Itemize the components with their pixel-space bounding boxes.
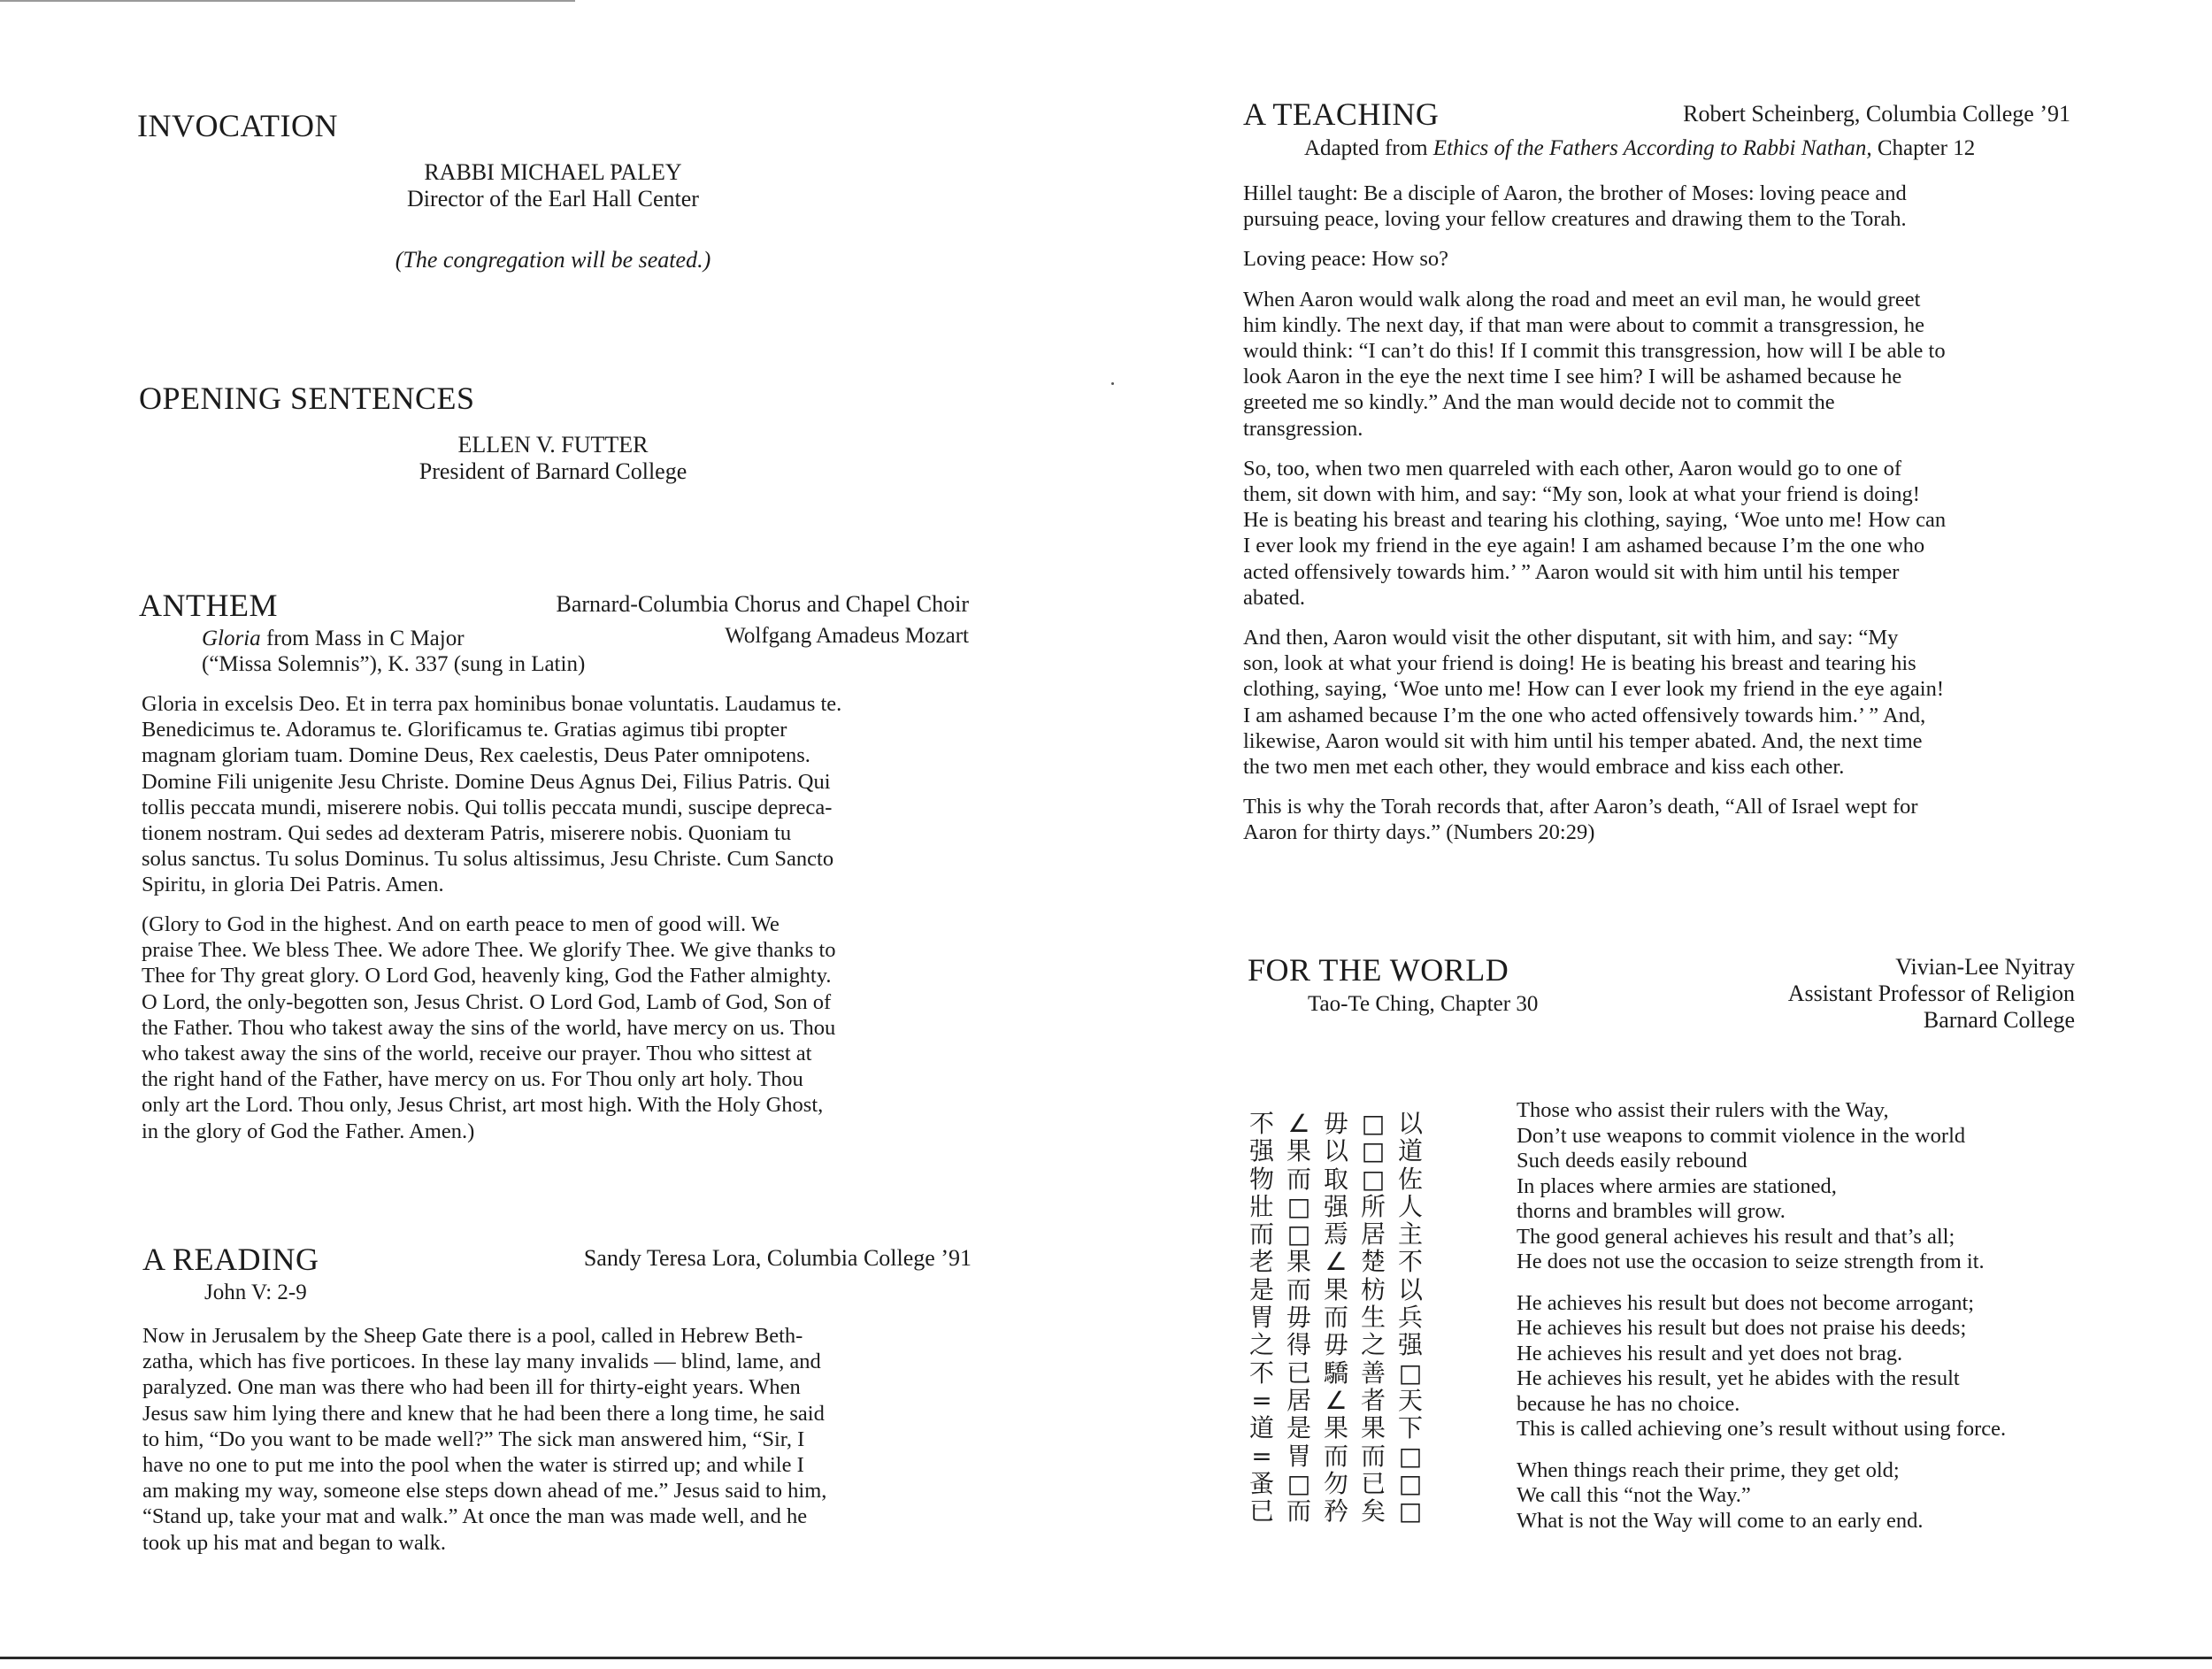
teaching-heading: A TEACHING [1243, 96, 1440, 132]
text-line: him kindly. The next day, if that man were about to commit a transgression, he [1243, 312, 1924, 337]
chinese-character: 佐 [1397, 1164, 1423, 1194]
text-line: clothing, saying, ‘Woe unto me! How can I ever look my friend in the eye again! [1243, 677, 1944, 702]
chinese-character: 兵 [1397, 1303, 1423, 1333]
text-line: in the glory of God the Father. Amen.) [142, 1119, 475, 1143]
chinese-character: 物 [1248, 1164, 1274, 1194]
chinese-character: 下 [1397, 1413, 1423, 1443]
poem-line: In places where armies are stationed, [1517, 1173, 1837, 1198]
poem-line: He achieves his result but does not become arrogant; [1517, 1290, 1975, 1315]
text-line: zatha, which has five porticoes. In these lay many invalids — blind, lame, and [142, 1350, 821, 1374]
chinese-character: 矣 [1360, 1496, 1386, 1527]
chinese-character: 勿 [1323, 1468, 1348, 1498]
text-line: them, sit down with him, and say: “My son, look at what your friend is doing! [1243, 482, 1920, 507]
scan-edge-line [0, 0, 575, 2]
poem-line: He does not use the occasion to seize strength from it. [1517, 1250, 1985, 1273]
chinese-character: 而 [1323, 1303, 1348, 1333]
chinese-character: 果 [1286, 1247, 1311, 1277]
chinese-character: 而 [1360, 1441, 1386, 1471]
chinese-character: = [1251, 1385, 1272, 1415]
anthem-composer: Wolfgang Amadeus Mozart [725, 624, 969, 648]
invocation-heading: INVOCATION [137, 108, 338, 143]
chinese-character: 而 [1248, 1219, 1274, 1250]
chinese-character: 矜 [1323, 1496, 1348, 1527]
teaching-text [1243, 181, 1946, 860]
chinese-character: □ [1286, 1191, 1311, 1221]
teaching-source [1304, 135, 1975, 162]
poem-line: When things reach their prime, they get old; [1517, 1457, 1900, 1482]
text-line: pursuing peace, loving your fellow creatures and drawing them to the Torah. [1243, 207, 1907, 232]
chinese-character: 不 [1397, 1247, 1423, 1277]
teaching-reader: Robert Scheinberg, Columbia College ’91 [1683, 101, 2070, 127]
chinese-character: 以 [1323, 1136, 1348, 1166]
text-line: am making my way, someone else steps down ahead of me.” Jesus said to him, [142, 1479, 827, 1504]
chinese-character: □ [1361, 1109, 1386, 1138]
chinese-character: ∠ [1325, 1385, 1348, 1415]
chinese-column [1280, 1110, 1317, 1525]
paragraph [1243, 181, 1946, 232]
anthem-work-title-rest: from Mass in C Major [260, 627, 465, 650]
chinese-character: 强 [1248, 1136, 1274, 1166]
chinese-character: □ [1286, 1468, 1311, 1498]
paragraph [1243, 456, 1946, 611]
teaching-source-suffix: Chapter 12 [1871, 136, 1976, 160]
text-line: This is why the Torah records that, after Aaron’s death, “All of Israel wept for [1243, 795, 1918, 819]
chinese-character: 居 [1286, 1385, 1311, 1415]
chinese-character: 是 [1286, 1413, 1311, 1443]
scan-speck [1111, 382, 1114, 385]
poem-line: thorns and brambles will grow. [1517, 1199, 1786, 1223]
text-line: have no one to put me into the pool when the water is stirred up; and while I [142, 1453, 804, 1478]
reader-line: Vivian-Lee Nyitray [1895, 954, 2075, 980]
chinese-character: 而 [1286, 1496, 1311, 1527]
text-line: the right hand of the Father, have mercy on us. For Thou only art holy. Thou [142, 1067, 803, 1092]
text-line: would think: “I can’t do this! If I commit this transgression, how will I be able to [1243, 339, 1946, 364]
text-line: “Stand up, take your mat and walk.” At once the man was made well, and he [142, 1504, 808, 1529]
poem-line: We call this “not the Way.” [1517, 1483, 1751, 1507]
text-line: He is beating his breast and tearing his clothing, saying, ‘Woe unto me! How can [1243, 508, 1947, 533]
chinese-character: □ [1398, 1496, 1423, 1527]
reading-text [142, 1323, 826, 1556]
for-the-world-reader [1681, 954, 2075, 1034]
chinese-character: 果 [1323, 1274, 1348, 1304]
reading-citation: John V: 2-9 [204, 1281, 307, 1304]
chinese-character: 强 [1397, 1330, 1423, 1360]
chinese-character: □ [1286, 1219, 1311, 1250]
chinese-character: ∠ [1325, 1247, 1348, 1277]
text-line: paralyzed. One man was there who had been ill for thirty-eight years. When [142, 1375, 801, 1400]
chinese-character: 主 [1397, 1219, 1423, 1250]
text-line: magnam gloriam tuam. Domine Deus, Rex caelestis, Deus Pater omnipotens. [142, 743, 810, 768]
paragraph [1243, 287, 1946, 442]
chinese-character: 果 [1323, 1413, 1348, 1443]
anthem-heading: ANTHEM [139, 588, 278, 623]
chinese-character: 胃 [1248, 1303, 1274, 1333]
text-line: tollis peccata mundi, miserere nobis. Qui tollis peccata mundi, suscipe depreca- [142, 795, 833, 819]
text-line: Gloria in excelsis Deo. Et in terra pax hominibus bonae voluntatis. Laudamus te. [142, 692, 842, 716]
chinese-character: 而 [1323, 1441, 1348, 1471]
text-line: only art the Lord. Thou only, Jesus Christ, art most high. With the Holy Ghost, [142, 1093, 824, 1118]
opening-sentences-speaker-name: ELLEN V. FUTTER [457, 432, 649, 458]
chinese-character: 胃 [1286, 1441, 1311, 1471]
text-line: abated. [1243, 585, 1306, 610]
chinese-character: 道 [1248, 1413, 1274, 1443]
poem-line: Don’t use weapons to commit violence in the world [1517, 1123, 1966, 1148]
chinese-character: 蚤 [1248, 1468, 1274, 1498]
chinese-character: 壯 [1248, 1191, 1274, 1221]
text-line: the two men met each other, they would embrace and kiss each other. [1243, 755, 1845, 780]
text-line: tionem nostram. Qui sedes ad dexteram Patris, miserere nobis. Quoniam tu [142, 821, 792, 846]
reader-line: Barnard College [1923, 1007, 2075, 1033]
text-line: son, look at what your friend is doing! He is beating his breast and tearing his [1243, 651, 1916, 676]
chinese-character: 果 [1360, 1413, 1386, 1443]
text-line: praise Thee. We bless Thee. We adore Thee. We glorify Thee. We give thanks to [142, 938, 836, 963]
chinese-character: 之 [1248, 1330, 1274, 1360]
text-line: Jesus saw him lying there and knew that he had been there a long time, he said [142, 1401, 825, 1426]
chinese-character: □ [1398, 1468, 1423, 1498]
stanza [1517, 1291, 2006, 1442]
poem-line: The good general achieves his result and that’s all; [1517, 1224, 1955, 1249]
chinese-character: 毋 [1323, 1109, 1348, 1138]
chinese-character: 已 [1248, 1496, 1274, 1527]
chinese-character: 强 [1323, 1191, 1348, 1221]
chinese-character: 毋 [1286, 1303, 1311, 1333]
text-line: who takest away the sins of the world, receive our prayer. Thou who sittest at [142, 1042, 812, 1066]
chinese-character: 得 [1286, 1330, 1311, 1360]
text-line: Benedicimus te. Adoramus te. Glorificamus te. Gratias agimus tibi propter [142, 718, 787, 742]
text-line: transgression. [1243, 416, 1363, 441]
chinese-character: □ [1398, 1358, 1423, 1388]
chinese-character: 驕 [1323, 1358, 1348, 1388]
text-line: greeted me so kindly.” And the man would decide not to commit the [1243, 390, 1835, 415]
chinese-character: 而 [1286, 1274, 1311, 1304]
chinese-column [1317, 1110, 1355, 1525]
anthem-work-subtitle: (“Missa Solemnis”), K. 337 (sung in Latin) [202, 652, 586, 676]
text-line: When Aaron would walk along the road and meet an evil man, he would greet [1243, 287, 1921, 311]
chinese-character: 焉 [1323, 1219, 1348, 1250]
chinese-column [1392, 1110, 1429, 1525]
page-bottom-rule [0, 1657, 2212, 1659]
invocation-speaker-title: Director of the Earl Hall Center [407, 186, 699, 212]
poem-line: Those who assist their rulers with the Way, [1517, 1098, 1889, 1122]
chinese-character: 道 [1397, 1136, 1423, 1166]
text-line: solus sanctus. Tu solus Dominus. Tu solus altissimus, Jesu Christe. Cum Sancto [142, 847, 834, 872]
text-line: acted offensively towards him.’ ” Aaron would sit with him until his temper [1243, 559, 1900, 584]
poem-line: He achieves his result but does not praise his deeds; [1517, 1316, 1967, 1340]
text-line: Loving peace: How so? [1243, 247, 1448, 272]
text-line: likewise, Aaron would sit with him until his temper abated. And, the next time [1243, 728, 1923, 753]
teaching-source-title: Ethics of the Fathers According to Rabbi Nathan, [1432, 136, 1872, 160]
anthem-latin-text [142, 691, 841, 898]
chinese-character: 以 [1397, 1274, 1423, 1304]
chinese-character: 楚 [1360, 1247, 1386, 1277]
text-line: O Lord, the only-begotten son, Jesus Christ. O Lord God, Lamb of God, Son of [142, 989, 832, 1014]
tao-te-ching-translation [1517, 1098, 2006, 1550]
poem-line: Such deeds easily rebound [1517, 1149, 1747, 1173]
text-line: So, too, when two men quarreled with each other, Aaron would go to one of [1243, 456, 1902, 481]
anthem-work-title-italic: Gloria [202, 627, 261, 650]
text-line: Hillel taught: Be a disciple of Aaron, the brother of Moses: loving peace and [1243, 181, 1907, 205]
chinese-original-text [1243, 1110, 1429, 1525]
text-line: I ever look my friend in the eye again! I am ashamed because I’m the one who [1243, 534, 1925, 558]
stanza [1517, 1458, 2006, 1534]
chinese-character: 是 [1248, 1274, 1274, 1304]
chinese-character: 善 [1360, 1358, 1386, 1388]
text-line: the Father. Thou who takest away the sins of the world, have mercy on us. Thou [142, 1015, 836, 1040]
text-line: to him, “Do you want to be made well?” The sick man answered him, “Sir, I [142, 1427, 805, 1451]
chinese-character: 枋 [1360, 1274, 1386, 1304]
chinese-character: 老 [1248, 1247, 1274, 1277]
poem-line: He achieves his result and yet does not brag. [1517, 1341, 1903, 1365]
chinese-column [1355, 1110, 1392, 1525]
reading-reader: Sandy Teresa Lora, Columbia College ’91 [583, 1245, 972, 1271]
text-line: Thee for Thy great glory. O Lord God, heavenly king, God the Father almighty. [142, 964, 832, 988]
chinese-character: 不 [1248, 1109, 1274, 1138]
poem-line: because he has no choice. [1517, 1391, 1740, 1416]
chinese-character: 取 [1323, 1164, 1348, 1194]
chinese-character: 果 [1286, 1136, 1311, 1166]
chinese-character: 天 [1397, 1385, 1423, 1415]
chinese-character: □ [1361, 1136, 1386, 1166]
chinese-character: 人 [1397, 1191, 1423, 1221]
for-the-world-heading: FOR THE WORLD [1248, 952, 1509, 988]
chinese-character: □ [1398, 1441, 1423, 1471]
poem-line: What is not the Way will come to an early end. [1517, 1508, 1924, 1533]
chinese-character: 已 [1360, 1468, 1386, 1498]
chinese-character: 毋 [1323, 1330, 1348, 1360]
poem-line: This is called achieving one’s result without using force. [1517, 1417, 2007, 1441]
chinese-character: 者 [1360, 1385, 1386, 1415]
chinese-character: 居 [1360, 1219, 1386, 1250]
chinese-character: 而 [1286, 1164, 1311, 1194]
text-line: (Glory to God in the highest. And on earth peace to men of good will. We [142, 912, 780, 936]
anthem-english-text [142, 911, 836, 1144]
text-line: I am ashamed because I’m the one who acted offensively towards him.’ ” And, [1243, 703, 1926, 727]
for-the-world-source: Tao-Te Ching, Chapter 30 [1308, 992, 1539, 1016]
chinese-character: □ [1361, 1164, 1386, 1194]
anthem-performers: Barnard-Columbia Chorus and Chapel Choir [556, 591, 969, 617]
chinese-column [1243, 1110, 1280, 1525]
chinese-character: 之 [1360, 1330, 1386, 1360]
opening-sentences-heading: OPENING SENTENCES [139, 381, 475, 416]
text-line: took up his mat and began to walk. [142, 1530, 446, 1555]
poem-line: He achieves his result, yet he abides with the result [1517, 1366, 1960, 1390]
text-line: And then, Aaron would visit the other disputant, sit with him, and say: “My [1243, 626, 1899, 650]
paragraph [1243, 794, 1946, 845]
teaching-source-prefix: Adapted from [1304, 136, 1433, 160]
chinese-character: ∠ [1287, 1109, 1310, 1138]
chinese-character: 以 [1397, 1109, 1423, 1138]
text-line: Aaron for thirty days.” (Numbers 20:29) [1243, 820, 1595, 845]
invocation-note: (The congregation will be seated.) [395, 247, 711, 273]
invocation-speaker-name: RABBI MICHAEL PALEY [424, 159, 682, 185]
anthem-work-title [202, 626, 465, 652]
reading-heading: A READING [142, 1242, 319, 1277]
reader-line: Assistant Professor of Religion [1787, 981, 2075, 1006]
chinese-character: 生 [1360, 1303, 1386, 1333]
text-line: Domine Fili unigenite Jesu Christe. Domine Deus Agnus Dei, Filius Patris. Qui [142, 769, 831, 794]
paragraph [1243, 246, 1946, 272]
chinese-character: 不 [1248, 1358, 1274, 1388]
chinese-character: 所 [1360, 1191, 1386, 1221]
text-line: Now in Jerusalem by the Sheep Gate there is a pool, called in Hebrew Beth- [142, 1324, 803, 1348]
text-line: Spiritu, in gloria Dei Patris. Amen. [142, 873, 444, 897]
chinese-character: 已 [1286, 1358, 1311, 1388]
stanza [1517, 1098, 2006, 1275]
paragraph [1243, 625, 1946, 780]
text-line: look Aaron in the eye the next time I see him? I will be ashamed because he [1243, 365, 1902, 389]
opening-sentences-speaker-title: President of Barnard College [419, 458, 687, 484]
chinese-character: = [1251, 1441, 1272, 1471]
